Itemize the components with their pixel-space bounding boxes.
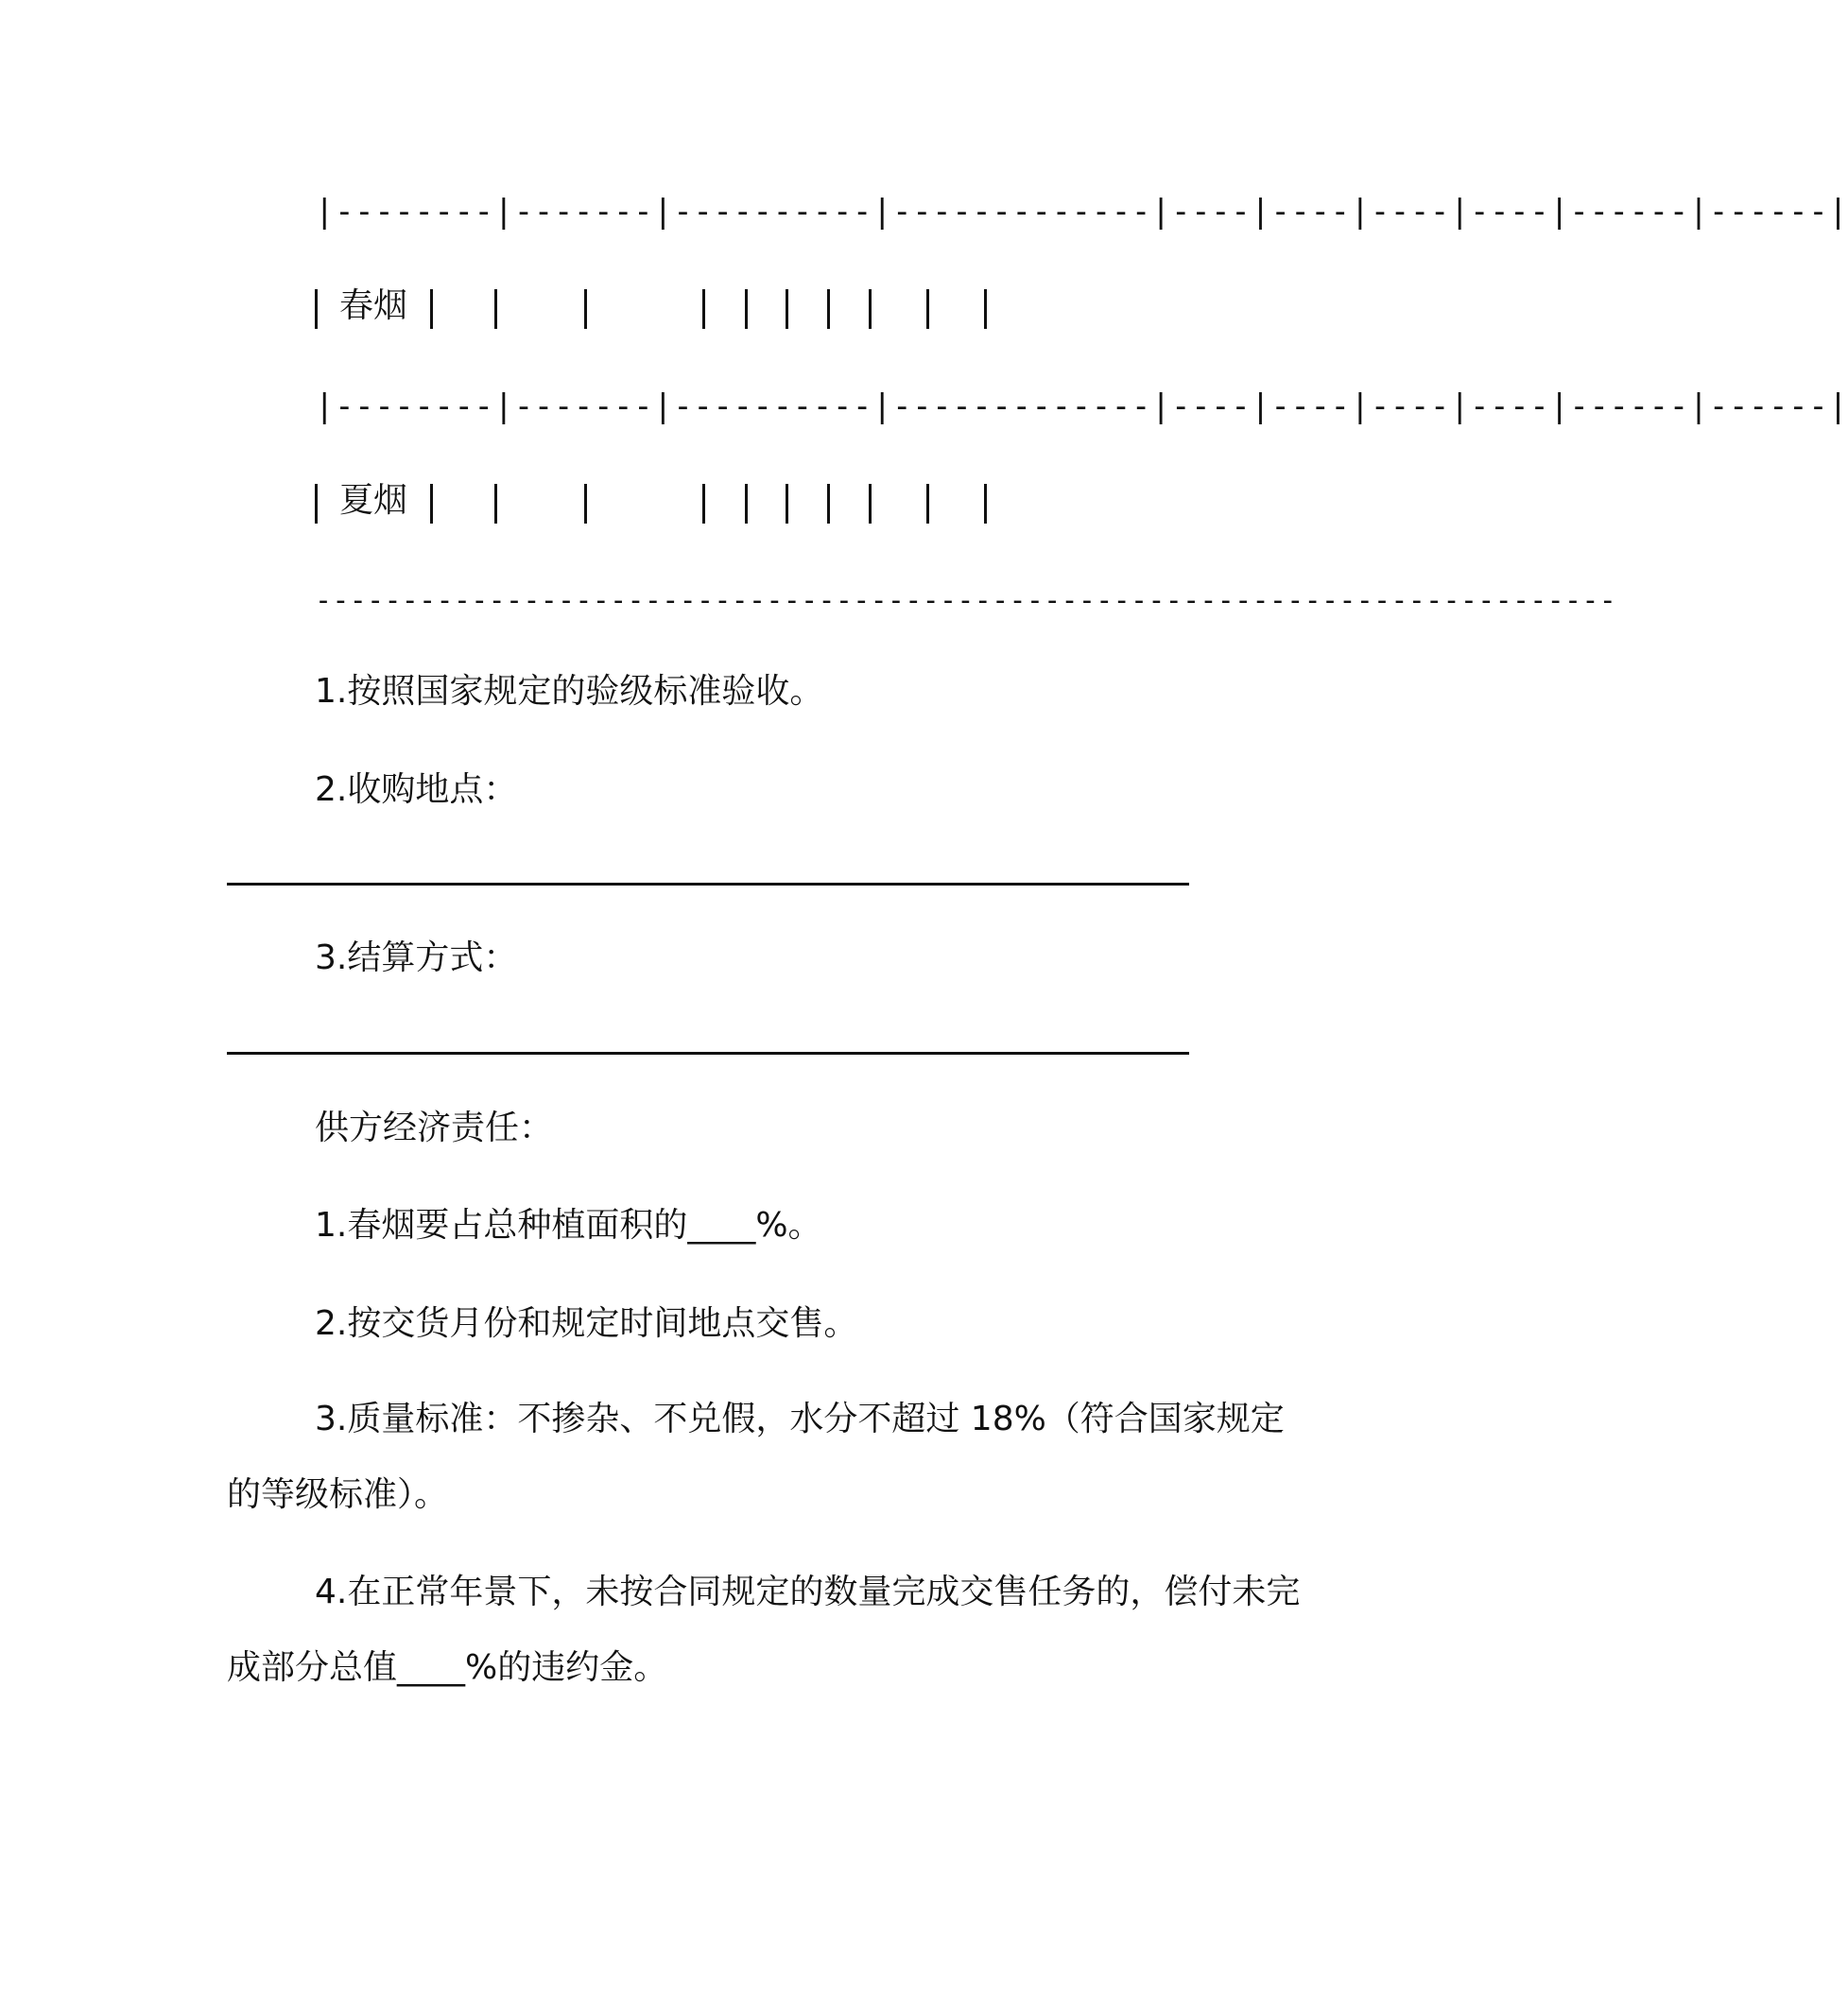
purchase-location-blank — [227, 883, 1189, 886]
table-cell-divider — [827, 484, 830, 524]
settlement-method-blank — [227, 1052, 1189, 1055]
table-cell-divider — [786, 484, 788, 524]
table-cell-divider — [315, 484, 318, 524]
supplier-item-3: 3.质量标准：不掺杂、不兑假，水分不超过 18%（符合国家规定的等级标准）。 — [227, 1400, 1285, 1514]
table-cell-divider — [984, 484, 987, 524]
table-cell-divider — [315, 289, 318, 329]
table-cell-divider — [984, 289, 987, 329]
table-cell-divider — [584, 289, 587, 329]
table-cell-divider — [745, 289, 748, 329]
row-label: 春烟 — [339, 286, 408, 325]
table-row — [315, 476, 1033, 533]
table-cell-divider — [494, 484, 497, 524]
table-cell-divider — [827, 289, 830, 329]
table-cell-divider — [584, 484, 587, 524]
table-cell-divider — [745, 484, 748, 524]
supplier-item-2: 2.按交货月份和规定时间地点交售。 — [315, 1304, 858, 1343]
table-bottom-rule: --------------------------------------------------------------------------- — [315, 584, 1617, 617]
table-cell-divider — [702, 289, 705, 329]
acceptance-standard: 1.按照国家规定的验级标准验收。 — [315, 672, 824, 711]
table-cell-divider — [869, 484, 872, 524]
supplier-heading: 供方经济责任： — [315, 1109, 554, 1147]
purchase-location-label: 2.收购地点： — [315, 770, 518, 809]
table-separator: |--------|-------|----------|-------------|----|----|----|----|------|------| — [315, 193, 1848, 231]
table-cell-divider — [494, 289, 497, 329]
row-label: 夏烟 — [339, 481, 408, 520]
supplier-item-1: 1.春烟要占总种植面积的____%。 — [315, 1206, 822, 1245]
settlement-method-label: 3.结算方式： — [315, 938, 518, 977]
table-row — [315, 282, 1033, 338]
table-cell-divider — [926, 289, 929, 329]
table-cell-divider — [702, 484, 705, 524]
table-separator: |--------|-------|----------|-------------|----|----|----|----|------|------| — [315, 387, 1848, 425]
table-cell-divider — [869, 289, 872, 329]
table-cell-divider — [430, 484, 433, 524]
table-cell-divider — [926, 484, 929, 524]
table-cell-divider — [430, 289, 433, 329]
table-cell-divider — [786, 289, 788, 329]
supplier-item-4: 4.在正常年景下，未按合同规定的数量完成交售任务的，偿付未完成部分总值____%的违约金。 — [227, 1573, 1301, 1687]
